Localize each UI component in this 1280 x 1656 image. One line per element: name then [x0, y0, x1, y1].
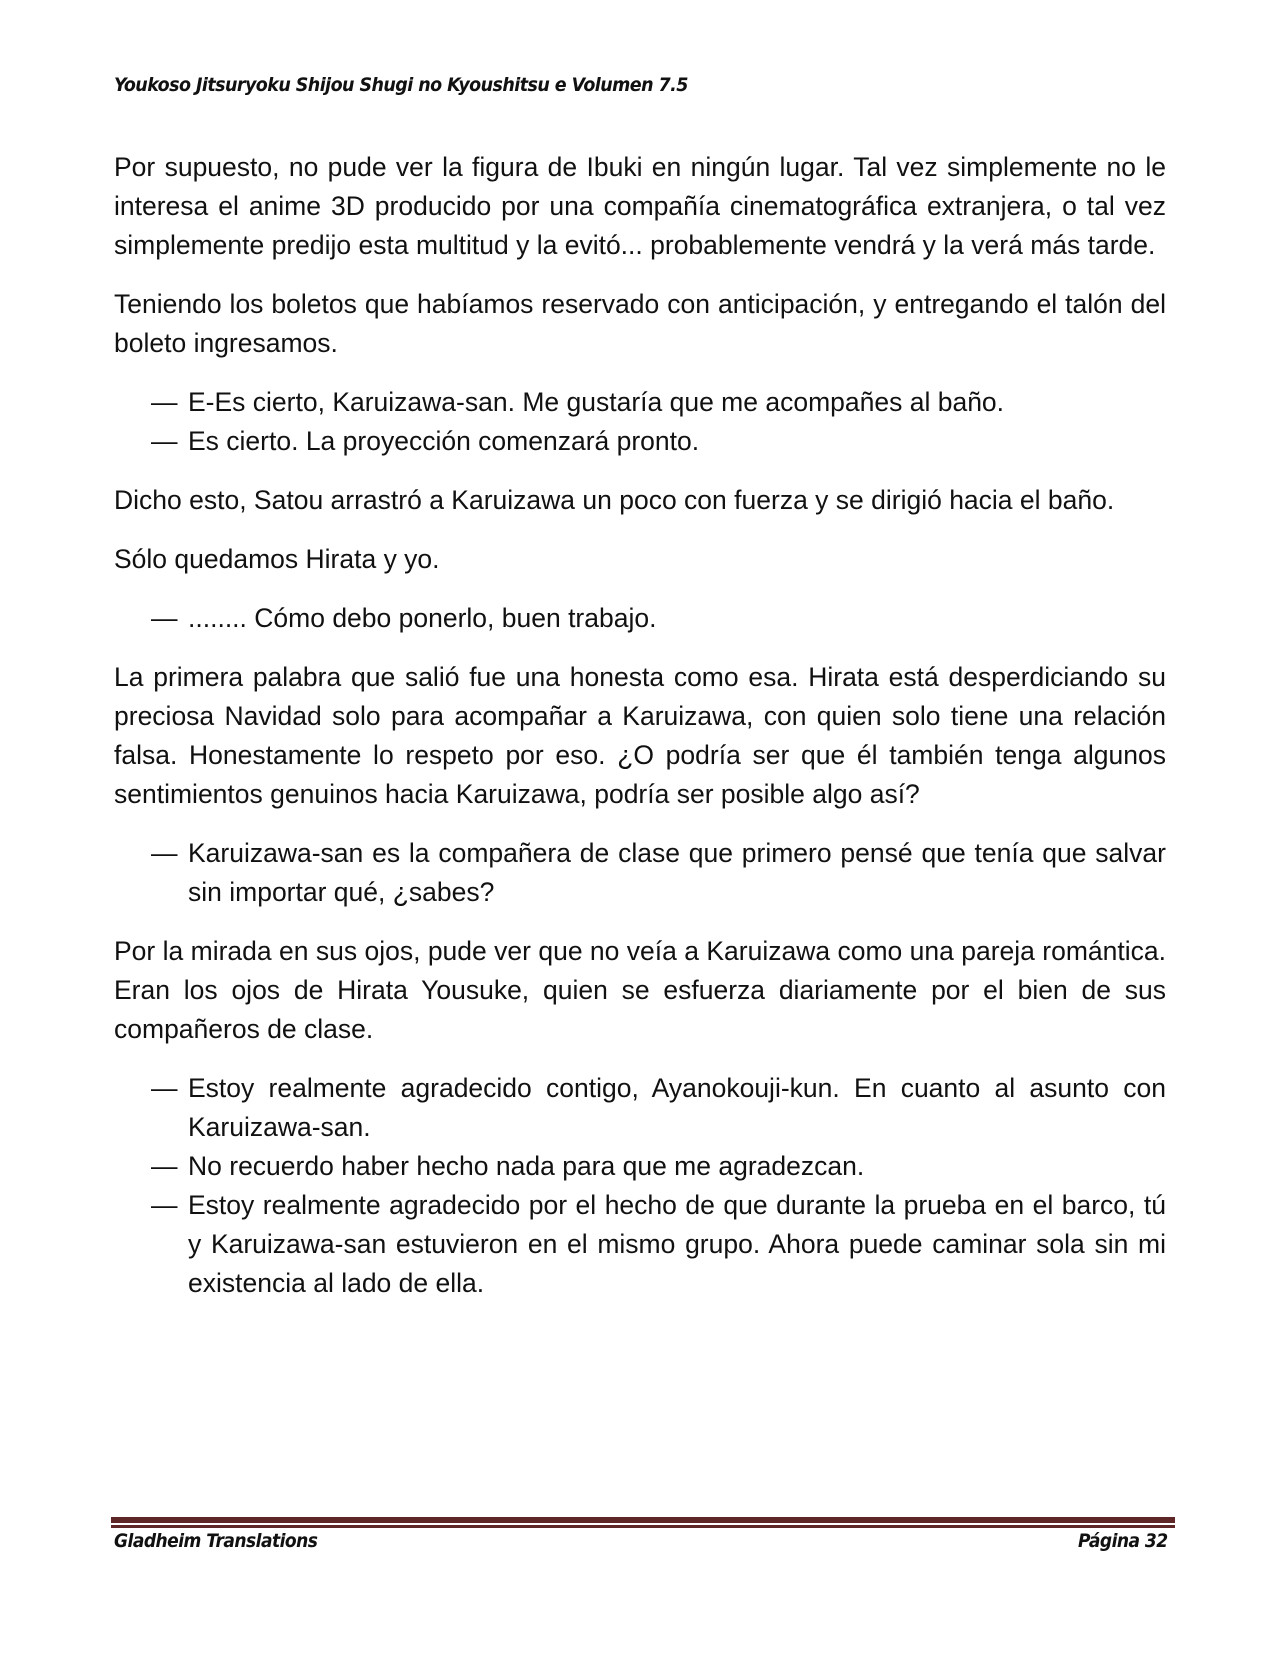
- dialogue-dash: —: [151, 387, 178, 417]
- dialogue-line: [114, 1147, 1166, 1186]
- paragraph: Por la mirada en sus ojos, pude ver que no veía a Karuizawa como una pareja romántica. Eran los ojos de Hirata Yousuke, quien se esfuerza diariamente por el bien de sus compañeros de clase.: [114, 936, 1166, 1044]
- dialogue-dash: —: [151, 426, 178, 456]
- footer-publisher: Gladheim Translations: [114, 1530, 318, 1552]
- dialogue-dash: —: [151, 1190, 178, 1220]
- page-body: [114, 148, 1166, 1323]
- dialogue-text: Es cierto. La proyección comenzará pronto.: [188, 426, 700, 456]
- dialogue-group: [114, 383, 1166, 461]
- dialogue-line: [114, 834, 1166, 912]
- dialogue-text: E-Es cierto, Karuizawa-san. Me gustaría que me acompañes al baño.: [188, 387, 1005, 417]
- page-number: Página 32: [1078, 1530, 1168, 1552]
- dialogue-group: [114, 1069, 1166, 1303]
- dialogue-group: [114, 599, 1166, 638]
- dialogue-dash: —: [151, 603, 178, 633]
- dialogue-dash: —: [151, 1073, 178, 1103]
- dialogue-text: Estoy realmente agradecido por el hecho de que durante la prueba en el barco, tú y Karuizawa-san estuvieron en el mismo grupo. Ahora puede caminar sola sin mi existencia al lado de ella.: [188, 1190, 1166, 1298]
- dialogue-line: [114, 599, 1166, 638]
- dialogue-line: [114, 383, 1166, 422]
- dialogue-line: [114, 1069, 1166, 1147]
- dialogue-dash: —: [151, 838, 178, 868]
- dialogue-line: [114, 1186, 1166, 1303]
- paragraph: Sólo quedamos Hirata y yo.: [114, 544, 440, 574]
- dialogue-group: [114, 834, 1166, 912]
- dialogue-text: No recuerdo haber hecho nada para que me agradezcan.: [188, 1151, 865, 1181]
- dialogue-text: Estoy realmente agradecido contigo, Ayanokouji-kun. En cuanto al asunto con Karuizawa-san.: [188, 1073, 1166, 1142]
- dialogue-text: ........ Cómo debo ponerlo, buen trabajo.: [188, 603, 657, 633]
- paragraph: La primera palabra que salió fue una honesta como esa. Hirata está desperdiciando su preciosa Navidad solo para acompañar a Karuizawa, con quien solo tiene una relación falsa. Honestamente lo respeto por eso. ¿O podría ser que él también tenga algunos sentimientos genuinos hacia Karuizawa, podría ser posible algo así?: [114, 662, 1166, 809]
- dialogue-text: Karuizawa-san es la compañera de clase que primero pensé que tenía que salvar sin importar qué, ¿sabes?: [188, 838, 1166, 907]
- running-header: Youkoso Jitsuryoku Shijou Shugi no Kyoushitsu e Volumen 7.5: [114, 74, 688, 96]
- paragraph: Teniendo los boletos que habíamos reservado con anticipación, y entregando el talón del boleto ingresamos.: [114, 289, 1166, 358]
- dialogue-line: [114, 422, 1166, 461]
- dialogue-dash: —: [151, 1151, 178, 1181]
- paragraph: Dicho esto, Satou arrastró a Karuizawa un poco con fuerza y se dirigió hacia el baño.: [114, 485, 1115, 515]
- footer-rule: [111, 1517, 1175, 1525]
- paragraph: Por supuesto, no pude ver la figura de Ibuki en ningún lugar. Tal vez simplemente no le interesa el anime 3D producido por una compañía cinematográfica extranjera, o tal vez simplemente predijo esta multitud y la evitó... probablemente vendrá y la verá más tarde.: [114, 152, 1166, 260]
